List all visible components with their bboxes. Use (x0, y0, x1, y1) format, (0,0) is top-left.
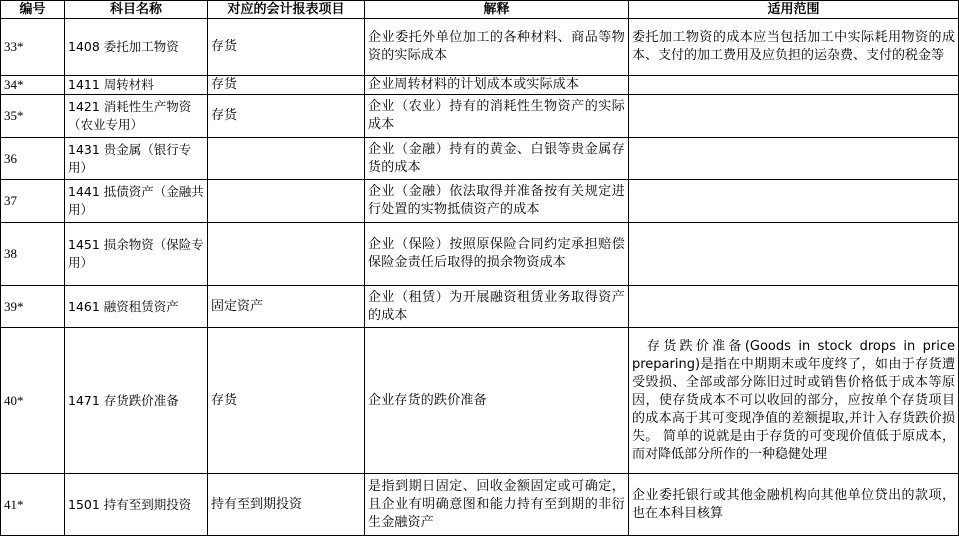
row-explanation: 是指到期日固定、回收金额固定或可确定，且企业有明确意图和能力持有至到期的非衍生金融资产 (365, 474, 629, 536)
row-explanation: 企业（租赁）为开展融资租赁业务取得资产的成本 (365, 286, 629, 328)
row-subject: 1421 消耗性生产物资（农业专用） (65, 95, 208, 138)
row-scope: 存货跌价准备(Goods in stock drops in price preparing)是指在中期期末或年度终了，如由于存货遭受毁损、全部或部分陈旧过时或销售价格低于成本等原因，使存货成本不可以收回的部分，应按单个存货项目的成本高于其可变现净值的差额提取,并计入存货跌价损失。 简单的说就是由于存货的可变现价值低于原成本，而对降低部分所作的一种稳健处理 (629, 328, 959, 474)
row-subject: 1471 存货跌价准备 (65, 328, 208, 474)
table-row (1, 474, 959, 536)
table-row (1, 223, 959, 286)
row-subject: 1441 抵债资产（金融共用） (65, 180, 208, 223)
header-number: 编号 (1, 1, 65, 19)
row-number: 37 (1, 180, 65, 223)
row-explanation: 企业（金融）依法取得并准备按有关规定进行处置的实物抵债资产的成本 (365, 180, 629, 223)
table-row (1, 328, 959, 474)
row-number: 36 (1, 138, 65, 180)
row-scope (629, 180, 959, 223)
table-row (1, 180, 959, 223)
row-number: 38 (1, 223, 65, 286)
table-row (1, 19, 959, 76)
row-report-item: 固定资产 (208, 286, 365, 328)
table-row (1, 76, 959, 95)
row-explanation: 企业（金融）持有的黄金、白银等贵金属存货的成本 (365, 138, 629, 180)
row-report-item (208, 138, 365, 180)
row-report-item: 存货 (208, 328, 365, 474)
row-subject: 1451 损余物资（保险专用） (65, 223, 208, 286)
header-explanation: 解释 (365, 1, 629, 19)
row-scope: 企业委托银行或其他金融机构向其他单位贷出的款项，也在本科目核算 (629, 474, 959, 536)
header-subject-name: 科目名称 (65, 1, 208, 19)
table-row (1, 95, 959, 138)
row-explanation: 企业存货的跌价准备 (365, 328, 629, 474)
row-scope (629, 95, 959, 138)
row-report-item: 存货 (208, 19, 365, 76)
row-number: 34* (1, 76, 65, 95)
row-scope (629, 76, 959, 95)
row-scope: 委托加工物资的成本应当包括加工中实际耗用物资的成本、支付的加工费用及应负担的运杂费、支付的税金等 (629, 19, 959, 76)
header-row (1, 1, 959, 19)
row-number: 41* (1, 474, 65, 536)
row-scope (629, 223, 959, 286)
header-report-item: 对应的会计报表项目 (208, 1, 365, 19)
row-scope (629, 286, 959, 328)
table-row (1, 286, 959, 328)
row-report-item: 存货 (208, 76, 365, 95)
row-explanation: 企业（农业）持有的消耗性生物资产的实际成本 (365, 95, 629, 138)
row-subject: 1461 融资租赁资产 (65, 286, 208, 328)
header-scope: 适用范围 (629, 1, 959, 19)
row-scope (629, 138, 959, 180)
row-report-item (208, 223, 365, 286)
row-number: 35* (1, 95, 65, 138)
row-report-item: 存货 (208, 95, 365, 138)
row-explanation: 企业委托外单位加工的各种材料、商品等物资的实际成本 (365, 19, 629, 76)
row-explanation: 企业周转材料的计划成本或实际成本 (365, 76, 629, 95)
table-row (1, 138, 959, 180)
row-explanation: 企业（保险）按照原保险合同约定承担赔偿保险金责任后取得的损余物资成本 (365, 223, 629, 286)
row-number: 40* (1, 328, 65, 474)
row-subject: 1501 持有至到期投资 (65, 474, 208, 536)
row-subject: 1408 委托加工物资 (65, 19, 208, 76)
row-number: 33* (1, 19, 65, 76)
row-subject: 1411 周转材料 (65, 76, 208, 95)
row-number: 39* (1, 286, 65, 328)
row-report-item: 持有至到期投资 (208, 474, 365, 536)
row-subject: 1431 贵金属（银行专用） (65, 138, 208, 180)
row-report-item (208, 180, 365, 223)
